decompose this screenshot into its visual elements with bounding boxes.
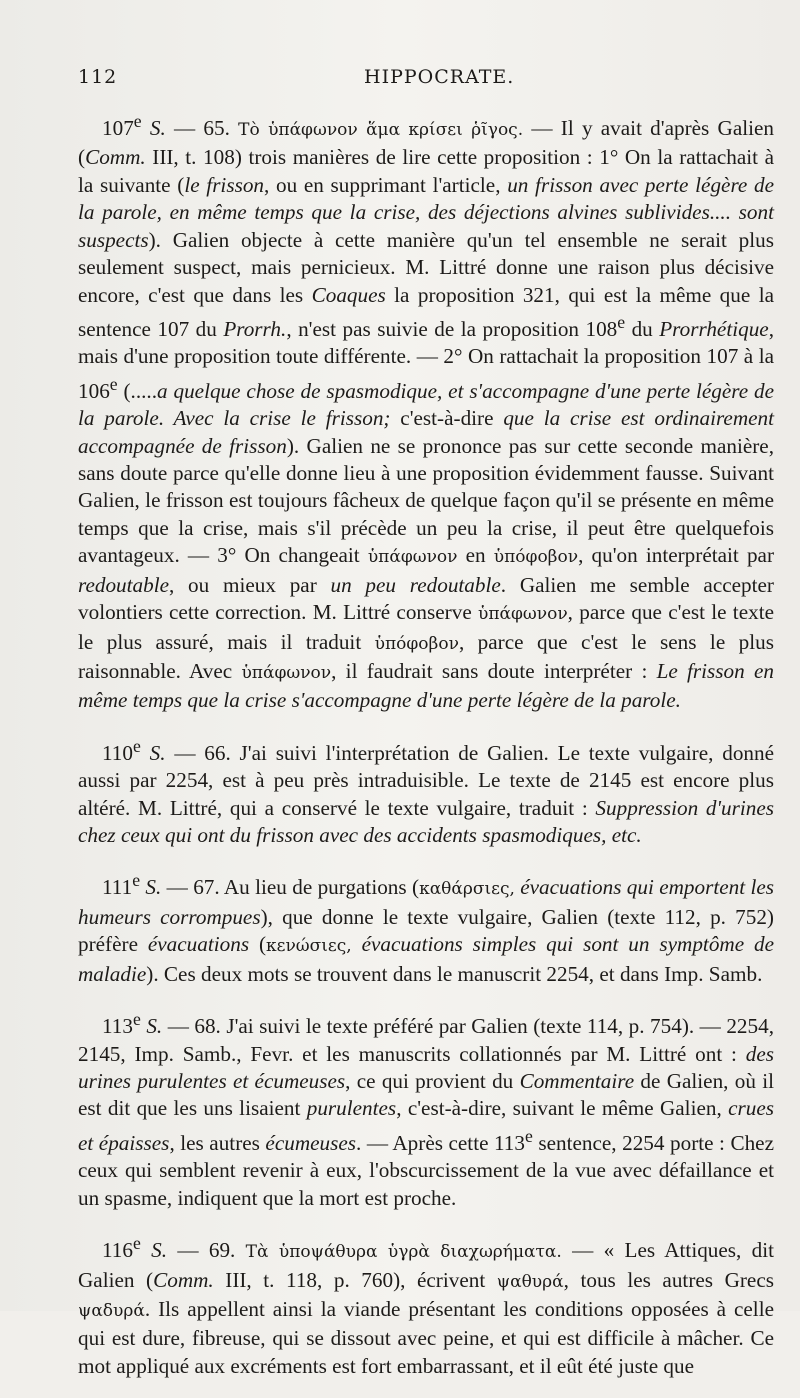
note-text: , ce qui provient du <box>345 1068 520 1093</box>
note-number-sup: e <box>132 870 141 891</box>
greek-text: ὑπόφοβον <box>493 547 579 568</box>
note-number: 107 <box>102 116 134 141</box>
note-text: , parce que c'est le texte le plus assuré, mais il traduit <box>78 600 774 654</box>
note-italic: des urines purulentes et écumeuses <box>78 1041 774 1093</box>
note-number-sup: e <box>133 1233 141 1254</box>
note-text: — Il y avait d'après Galien ( <box>78 116 775 170</box>
note-sup: e <box>109 373 118 394</box>
note-text: , les autres <box>169 1130 266 1155</box>
note-number-sup: e <box>133 111 142 131</box>
note-text: sentence, 2254 porte : Chez ceux qui semblent revenir à eux, l'obscurcissement de la vue avec défaillance et un spasme, indiquent que la mort est proche. <box>78 1130 774 1210</box>
note-italic: a quelque chose de spasmodique, et s'accompagne d'une perte légère de la parole. Avec la crise le frisson; <box>78 378 774 431</box>
note-sup: e <box>525 1125 533 1146</box>
note-italic: purulentes <box>306 1096 397 1121</box>
greek-text: ὑπάφωνον <box>478 604 568 625</box>
note-italic: redoutable <box>78 572 170 597</box>
note-text: — « Les Attiques, dit Galien ( <box>78 1238 775 1292</box>
greek-text: ὑπόφοβον <box>374 633 459 654</box>
note-sigla: S. <box>151 1238 168 1263</box>
running-title: HIPPOCRATE. <box>364 66 515 88</box>
note-text: , ou en supprimant l'article, <box>264 172 508 197</box>
note-text <box>352 932 362 956</box>
note-text: — 65. <box>165 116 239 141</box>
note-sigla: S. <box>149 116 166 141</box>
note-111 <box>78 867 774 988</box>
note-text: III, t. 108) trois manières de lire cette proposition : 1° On la rattachait à la suivante ( <box>78 145 774 197</box>
note-text: — 69. <box>167 1238 246 1263</box>
note-text: , il faudrait sans doute interpréter : <box>331 658 657 683</box>
greek-text: ψαδυρά <box>78 1300 145 1321</box>
page-number: 112 <box>78 66 118 88</box>
note-number: 113 <box>102 1014 133 1039</box>
note-number: 116 <box>102 1238 133 1263</box>
note-italic: Comm. <box>153 1267 214 1292</box>
note-italic: un peu redoutable <box>330 572 501 597</box>
note-sigla: S. <box>149 740 166 765</box>
greek-text: Τὰ ὑποψάθυρα ὑγρὰ διαχωρήματα. <box>245 1242 562 1263</box>
note-text: — 66. J'ai suivi l'interprétation de Galien. Le texte vulgaire, donné aussi par 2254, est à peu près intraduisible. Le texte de 2145 est encore plus altéré. M. Littré, qui a conservé le texte vulgaire, traduit : <box>78 740 775 820</box>
note-text: ), que donne le texte vulgaire, Galien (texte 112, p. 752) préfère <box>78 904 774 957</box>
note-sigla: S. <box>145 875 162 900</box>
note-sigla: S. <box>146 1014 163 1039</box>
note-text: ). Galien objecte à cette manière qu'un tel ensemble ne serait plus seulement suspect, mais pernicieux. M. Littré donne une raison plus décisive encore, c'est que dans les <box>78 227 774 307</box>
note-text: ( <box>249 932 267 957</box>
greek-text: ὑπάφωνον <box>241 662 332 683</box>
note-text: . Ils appellent ainsi la viande présentant les conditions opposées à celle qui est dure, fibreuse, qui se dissout avec peine, et qui est difficile à mâcher. Ce mot appliqué aux excréments est fort embarrassant, et il eût été juste que <box>78 1296 774 1378</box>
note-text: ). Galien ne se prononce pas sur cette seconde manière, sans doute parce qu'elle donne lieu à une proposition évidemment fausse. Suivant Galien, le frisson est toujours fâcheux de quelque façon qu'il se présente en même temps que la crise, mais s'il précède un peu la crise, il peut être quelquefois avantageux. — 3° On changeait <box>78 433 774 568</box>
note-text: — 68. J'ai suivi le texte préféré par Galien (texte 114, p. 754). — 2254, 2145, Imp. Samb., Fevr. et les manuscrits collationnés par M. Littré ont : <box>78 1014 775 1066</box>
note-text: . Galien me semble accepter volontiers cette correction. M. Littré conserve <box>78 572 774 625</box>
note-text: , ou mieux par <box>169 572 331 597</box>
note-113 <box>78 1006 774 1212</box>
note-italic: Prorrh. <box>223 316 287 341</box>
note-italic: Prorrhétique <box>659 316 769 341</box>
note-text: III, t. 118, p. 760), écrivent <box>213 1267 497 1292</box>
note-text: — 67. Au lieu de purgations ( <box>161 875 420 900</box>
note-italic: évacuations simples qui sont un symptôme de maladie <box>78 932 775 986</box>
note-text: du <box>625 316 660 341</box>
note-italic: Coaques <box>311 282 386 307</box>
note-italic: Commentaire <box>519 1068 635 1093</box>
note-number-sup: e <box>133 735 141 756</box>
note-text: en <box>457 543 494 568</box>
notes-body <box>78 108 774 1398</box>
note-number: 111 <box>102 875 133 900</box>
note-text: c'est-à-dire <box>390 406 504 431</box>
note-italic: évacuations qui emportent les humeurs corrompues <box>78 875 775 929</box>
note-text: la proposition 321, qui est la même que la sentence 107 du <box>78 282 774 341</box>
note-text: (..... <box>117 378 158 403</box>
note-italic: le frisson <box>184 172 265 197</box>
greek-text: κενώσιες, <box>266 936 352 957</box>
note-text: . — Après cette 113 <box>356 1130 525 1155</box>
note-italic: évacuations <box>147 932 250 957</box>
greek-text: Τὸ ὑπάφωνον ἅμα κρίσει ῥῖγος. <box>238 120 524 141</box>
note-text: , qu'on interprétait par <box>578 543 775 568</box>
note-text: , parce que c'est le sens le plus raisonnable. Avec <box>78 629 774 683</box>
note-number: 110 <box>102 740 133 765</box>
note-italic: écumeuses <box>265 1130 357 1155</box>
note-text: , n'est pas suivie de la proposition 108 <box>286 316 618 341</box>
page-header <box>78 66 762 98</box>
note-107 <box>78 108 774 715</box>
note-italic: que la crise est ordinairement accompagnée de frisson <box>78 406 775 458</box>
greek-text: ὑπάφωνον <box>367 547 458 568</box>
note-text: de Galien, où il est dit que les uns lisaient <box>78 1068 774 1121</box>
greek-text: καθάρσιες, <box>419 879 515 900</box>
note-text: ). Ces deux mots se trouvent dans le manuscrit 2254, et dans Imp. Samb. <box>146 961 763 986</box>
note-italic: Le frisson en même temps que la crise s'accompagne d'une perte légère de la parole. <box>78 658 775 713</box>
note-text: , tous les autres Grecs <box>563 1267 774 1292</box>
note-number-sup: e <box>133 1009 141 1030</box>
note-sup: e <box>617 311 626 332</box>
note-110 <box>78 733 774 850</box>
greek-text: ψαθυρά <box>496 1271 564 1292</box>
note-text: , c'est-à-dire, suivant le même Galien, <box>396 1096 729 1121</box>
note-italic: Comm. <box>85 145 146 170</box>
note-italic: Suppression d'urines chez ceux qui ont du frisson avec des accidents spasmodiques, etc. <box>78 795 774 847</box>
note-text: , mais d'une proposition toute différente. — 2° On rattachait la proposition 107 à la 106 <box>78 316 774 403</box>
note-italic: un frisson avec perte légère de la parole, en même temps que la crise, des déjections alvines sublivides.... sont suspects <box>78 172 774 252</box>
note-116 <box>78 1230 774 1380</box>
note-italic: crues et épaisses <box>78 1096 774 1155</box>
